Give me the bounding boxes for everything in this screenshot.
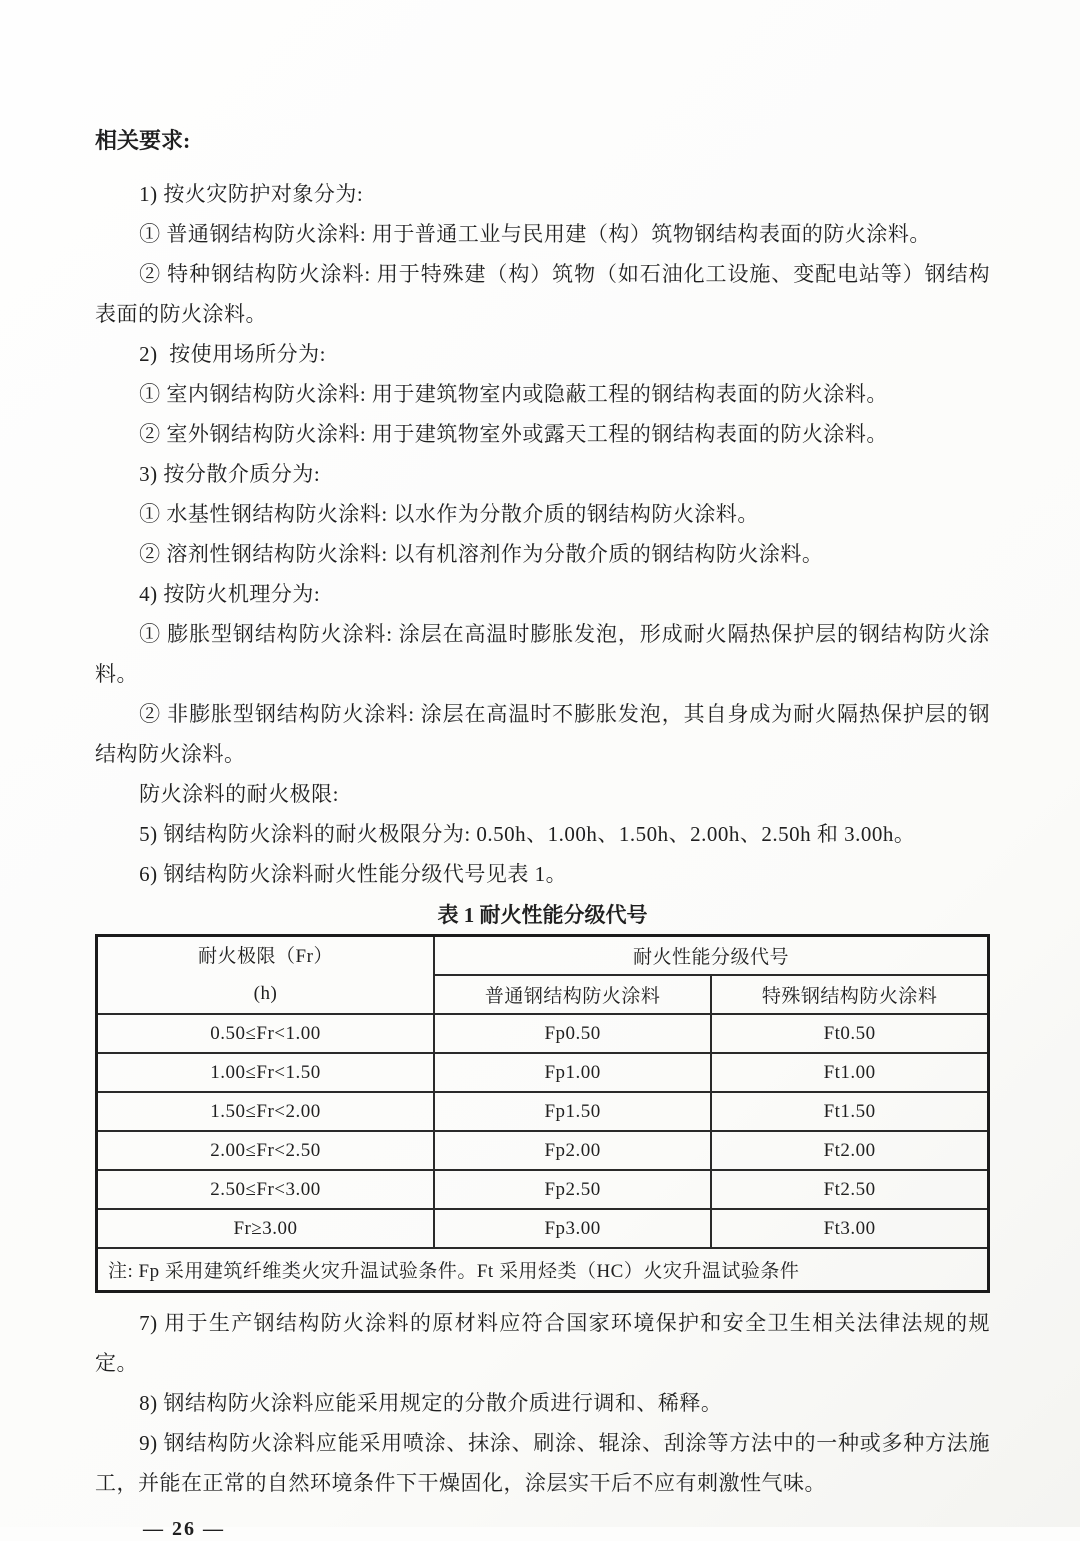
table-header-special: 特殊钢结构防火涂料 (711, 975, 988, 1014)
table-row (97, 1053, 989, 1092)
paragraph-item-4-sub1: ① 膨胀型钢结构防火涂料: 涂层在高温时膨胀发泡，形成耐火隔热保护层的钢结构防火涂料。 (95, 622, 990, 686)
ft-cell: Ft3.00 (711, 1209, 988, 1248)
limit-label: 耐火极限（Fr） (198, 946, 333, 967)
paragraph-item-3-sub1: ① 水基性钢结构防火涂料: 以水作为分散介质的钢结构防火涂料。 (139, 502, 759, 526)
section-heading: 相关要求: (95, 128, 191, 153)
limit-cell: Fr≥3.00 (97, 1209, 435, 1248)
fp-cell: Fp0.50 (434, 1014, 711, 1053)
table-header-ordinary: 普通钢结构防火涂料 (434, 975, 711, 1014)
ft-cell: Ft2.50 (711, 1170, 988, 1209)
ft-cell: Ft2.00 (711, 1131, 988, 1170)
fp-cell: Fp1.00 (434, 1053, 711, 1092)
table-row (97, 1014, 989, 1053)
fire-resistance-table (95, 934, 990, 1293)
paragraph-item-7: 7) 用于生产钢结构防火涂料的原材料应符合国家环境保护和安全卫生相关法律法规的规定。 (95, 1311, 990, 1375)
paragraph-item-2: 2) 按使用场所分为: (139, 342, 326, 366)
table-row (97, 1092, 989, 1131)
fp-cell: Fp2.00 (434, 1131, 711, 1170)
paragraph-item-2-sub2: ② 室外钢结构防火涂料: 用于建筑物室外或露天工程的钢结构表面的防火涂料。 (139, 422, 888, 446)
limit-cell: 2.00≤Fr<2.50 (97, 1131, 435, 1170)
table-row (97, 1209, 989, 1248)
ft-cell: Ft1.00 (711, 1053, 988, 1092)
limit-cell: 0.50≤Fr<1.00 (97, 1014, 435, 1053)
paragraph-item-4-sub2: ② 非膨胀型钢结构防火涂料: 涂层在高温时不膨胀发泡，其自身成为耐火隔热保护层的钢结构防火涂料。 (95, 702, 990, 766)
table-title: 表 1 耐火性能分级代号 (437, 903, 648, 927)
fp-cell: Fp2.50 (434, 1170, 711, 1209)
paragraph-item-3-sub2: ② 溶剂性钢结构防火涂料: 以有机溶剂作为分散介质的钢结构防火涂料。 (139, 542, 824, 566)
paragraph-item-2-sub1: ① 室内钢结构防火涂料: 用于建筑物室内或隐蔽工程的钢结构表面的防火涂料。 (139, 382, 888, 406)
table-row (97, 1131, 989, 1170)
paragraph-item-6: 6) 钢结构防火涂料耐火性能分级代号见表 1。 (139, 862, 568, 886)
fp-cell: Fp3.00 (434, 1209, 711, 1248)
table-note-row (97, 1248, 989, 1292)
paragraph-item-1-sub2: ② 特种钢结构防火涂料: 用于特殊建（构）筑物（如石油化工设施、变配电站等）钢结构表面的防火涂料。 (95, 262, 990, 326)
ft-cell: Ft1.50 (711, 1092, 988, 1131)
table-header-group: 耐火性能分级代号 (434, 936, 989, 976)
limit-cell: 1.50≤Fr<2.00 (97, 1092, 435, 1131)
fp-cell: Fp1.50 (434, 1092, 711, 1131)
table-note: 注: Fp 采用建筑纤维类火灾升温试验条件。Ft 采用烃类（HC）火灾升温试验条件 (97, 1248, 989, 1292)
limit-cell: 1.00≤Fr<1.50 (97, 1053, 435, 1092)
paragraph-item-5: 5) 钢结构防火涂料的耐火极限分为: 0.50h、1.00h、1.50h、2.00h、2.50h 和 3.00h。 (139, 822, 916, 846)
paragraph-item-1: 1) 按火灾防护对象分为: (139, 182, 364, 206)
paragraph-item-4: 4) 按防火机理分为: (139, 582, 321, 606)
limit-unit: (h) (253, 983, 278, 1004)
paragraph-item-3: 3) 按分散介质分为: (139, 462, 321, 486)
table-header-limit (97, 936, 435, 1015)
paragraph-fire-limit-intro: 防火涂料的耐火极限: (139, 782, 339, 806)
paragraph-item-8: 8) 钢结构防火涂料应能采用规定的分散介质进行调和、稀释。 (139, 1391, 723, 1415)
limit-cell: 2.50≤Fr<3.00 (97, 1170, 435, 1209)
table-row (97, 1170, 989, 1209)
page-number: — 26 — (143, 1518, 225, 1540)
ft-cell: Ft0.50 (711, 1014, 988, 1053)
paragraph-item-1-sub1: ① 普通钢结构防火涂料: 用于普通工业与民用建（构）筑物钢结构表面的防火涂料。 (139, 222, 931, 246)
paragraph-item-9: 9) 钢结构防火涂料应能采用喷涂、抹涂、刷涂、辊涂、刮涂等方法中的一种或多种方法施工，并能在正常的自然环境条件下干燥固化，涂层实干后不应有刺激性气味。 (95, 1431, 990, 1495)
table-header-row-1 (97, 936, 989, 976)
